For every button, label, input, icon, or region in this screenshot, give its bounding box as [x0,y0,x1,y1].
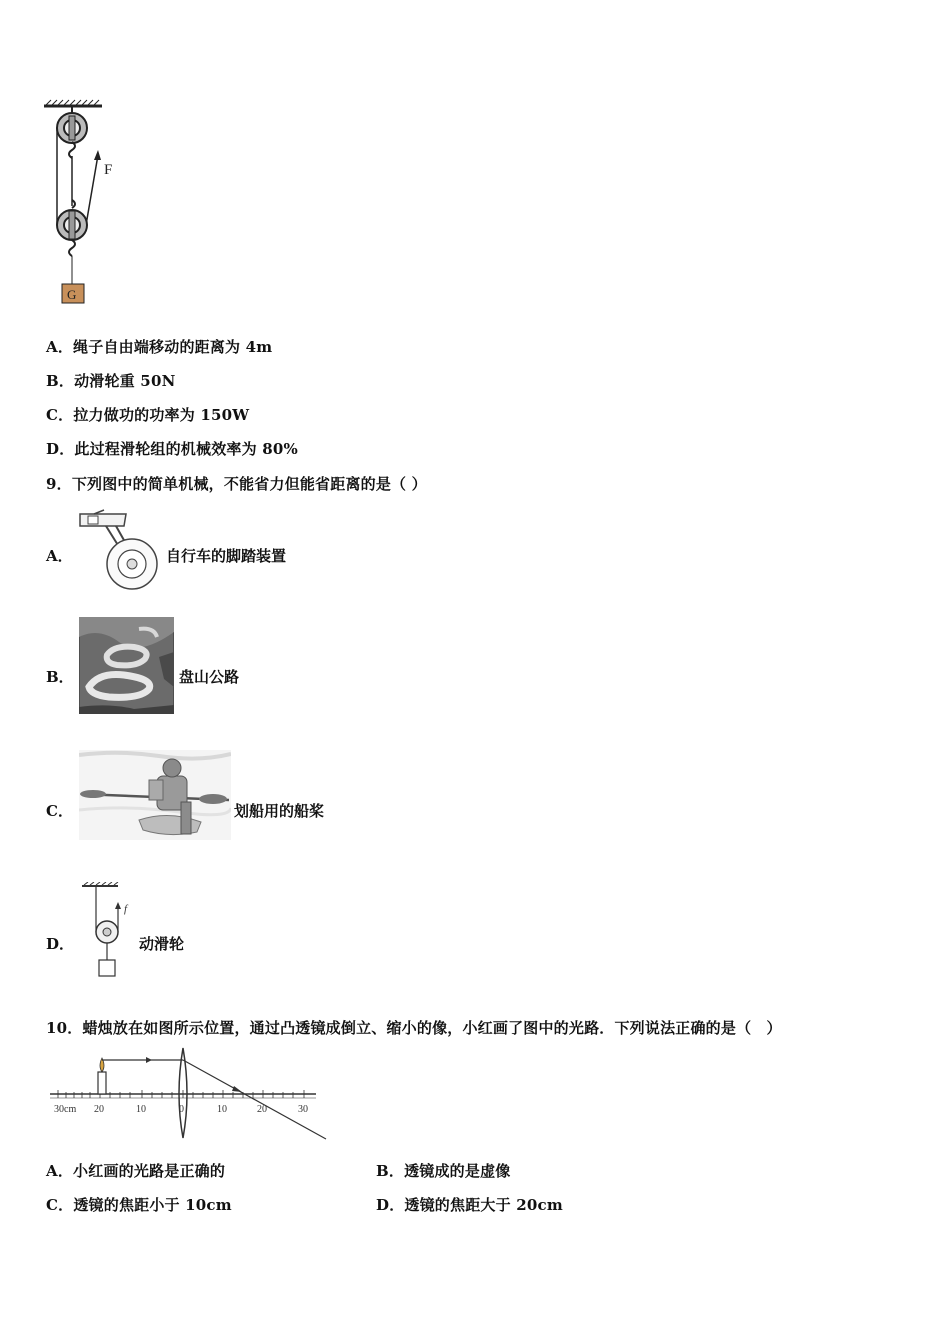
mountain-road-photo [79,617,174,714]
q8-option-c: C．拉力做功的功率为 150W [46,406,250,424]
ruler-label-0: 0 [179,1104,184,1115]
q8-option-d: D．此过程滑轮组的机械效率为 80% [46,440,298,458]
q8-option-b: B．动滑轮重 50N [46,372,176,390]
ruler-label-10-right: 10 [217,1104,227,1115]
weight-label: G [67,287,77,302]
q9-option-a-letter: A． [46,547,73,565]
q9-stem: 9．下列图中的简单机械，不能省力但能省距离的是（ ） [46,475,427,493]
q9-option-d-caption: 动滑轮 [139,935,185,953]
q9-option-c-letter: C． [46,802,73,820]
ruler-label-20-right: 20 [257,1104,267,1115]
q10-option-d: D．透镜的焦距大于 20cm [376,1196,563,1214]
q10-option-c: C．透镜的焦距小于 10cm [46,1196,232,1214]
svg-text:f: f [124,903,128,915]
q10-option-b: B．透镜成的是虚像 [376,1162,511,1180]
q9-option-c-caption: 划船用的船桨 [234,802,325,820]
ruler-label-20-left: 20 [94,1104,104,1115]
rowing-oar-photo [79,750,231,840]
q9-option-b-letter: B． [46,668,74,686]
q10-stem: 10．蜡烛放在如图所示位置，通过凸透镜成倒立、缩小的像，小红画了图中的光路．下列说法正确的是（ ） [46,1019,782,1037]
movable-pulley-figure [80,882,136,980]
ruler-label-30cm: 30cm [54,1104,77,1115]
q9-option-b-caption: 盘山公路 [179,668,240,686]
q8-option-a: A．绳子自由端移动的距离为 4m [46,338,273,356]
q9-option-a-caption: 自行车的脚踏装置 [166,547,287,565]
ruler-label-10-left: 10 [136,1104,146,1115]
convex-lens-ray-diagram [46,1046,330,1142]
q10-option-a: A．小红画的光路是正确的 [46,1162,226,1180]
bicycle-pedal-image [76,508,166,590]
ruler-label-30-right: 30 [298,1104,308,1115]
pulley-system-figure [38,98,138,310]
force-label: F [104,162,113,178]
q9-option-d-letter: D． [46,935,75,953]
